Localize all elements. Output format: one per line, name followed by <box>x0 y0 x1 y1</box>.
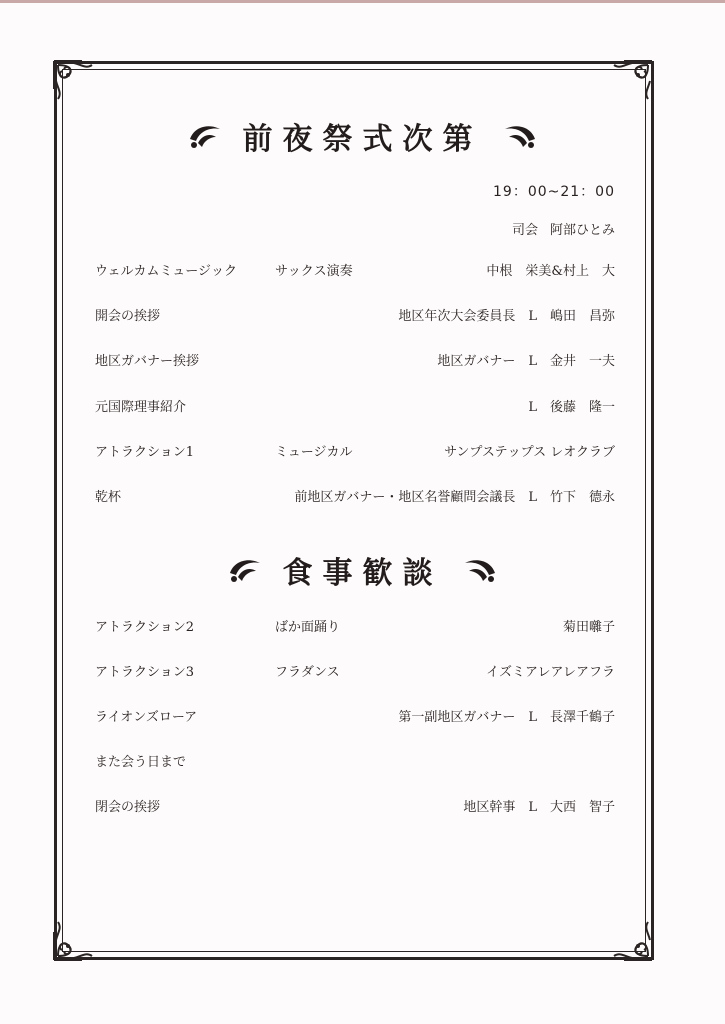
program-person: サンプステップス レオクラブ <box>444 445 615 460</box>
program-item: また会う日まで <box>95 755 187 770</box>
program-person: 菊田囃子 <box>562 620 615 635</box>
program-detail: フラダンス <box>275 665 340 680</box>
program-row <box>95 706 615 726</box>
program-heading <box>0 114 725 158</box>
emcee-line <box>512 219 615 238</box>
leaf-flourish-icon <box>188 121 222 151</box>
program-person: L 後藤 隆一 <box>528 400 615 415</box>
program-item: 乾杯 <box>95 490 122 505</box>
program-detail: ミュージカル <box>275 445 353 460</box>
program-item: 閉会の挨拶 <box>95 800 161 815</box>
program-item: ライオンズローア <box>95 710 198 725</box>
corner-flourish-icon <box>610 918 654 962</box>
program-row <box>95 616 615 636</box>
program-row <box>95 305 615 325</box>
program-item: アトラクション1 <box>95 445 195 460</box>
page-top-edge <box>0 0 725 3</box>
dinner-title: 食事歓談 <box>282 556 443 591</box>
program-row <box>95 796 615 816</box>
leaf-flourish-icon <box>503 121 537 151</box>
program-detail: サックス演奏 <box>275 264 353 279</box>
program-detail: ばか面踊り <box>275 620 341 635</box>
page-frame-inner <box>62 69 646 952</box>
program-person: 地区ガバナー L 金井 一夫 <box>437 354 615 369</box>
program-person: イズミアレアレアフラ <box>486 665 615 680</box>
emcee-name: 阿部ひとみ <box>549 223 615 238</box>
emcee-label: 司会 <box>511 223 538 238</box>
program-item: 元国際理事紹介 <box>95 400 187 415</box>
program-person: 中根 栄美&村上 大 <box>486 264 615 279</box>
program-person: 前地区ガバナー・地区名誉顧問会議長 L 竹下 德永 <box>294 490 615 505</box>
event-time: 19：00~21：00 <box>493 184 615 200</box>
program-person: 地区幹事 L 大西 智子 <box>463 800 615 815</box>
program-item: 開会の挨拶 <box>95 309 161 324</box>
program-row <box>95 661 615 681</box>
program-person: 第一副地区ガバナー L 長澤千鶴子 <box>398 710 615 725</box>
program-row <box>95 350 615 370</box>
program-person: 地区年次大会委員長 L 嶋田 昌弥 <box>398 309 615 324</box>
dinner-heading <box>0 548 725 592</box>
corner-flourish-icon <box>610 59 654 103</box>
program-title: 前夜祭式次第 <box>242 122 483 157</box>
corner-flourish-icon <box>52 59 96 103</box>
corner-flourish-icon <box>52 918 96 962</box>
program-row <box>95 486 615 506</box>
program-row <box>95 396 615 416</box>
program-item: アトラクション2 <box>95 620 195 635</box>
program-item: 地区ガバナー挨拶 <box>95 354 200 369</box>
program-item: アトラクション3 <box>95 665 195 680</box>
program-item: ウェルカムミュージック <box>95 264 237 279</box>
program-row <box>95 441 615 461</box>
leaf-flourish-icon <box>228 555 262 585</box>
leaf-flourish-icon <box>463 555 497 585</box>
program-row <box>95 751 615 771</box>
program-row <box>95 260 615 280</box>
